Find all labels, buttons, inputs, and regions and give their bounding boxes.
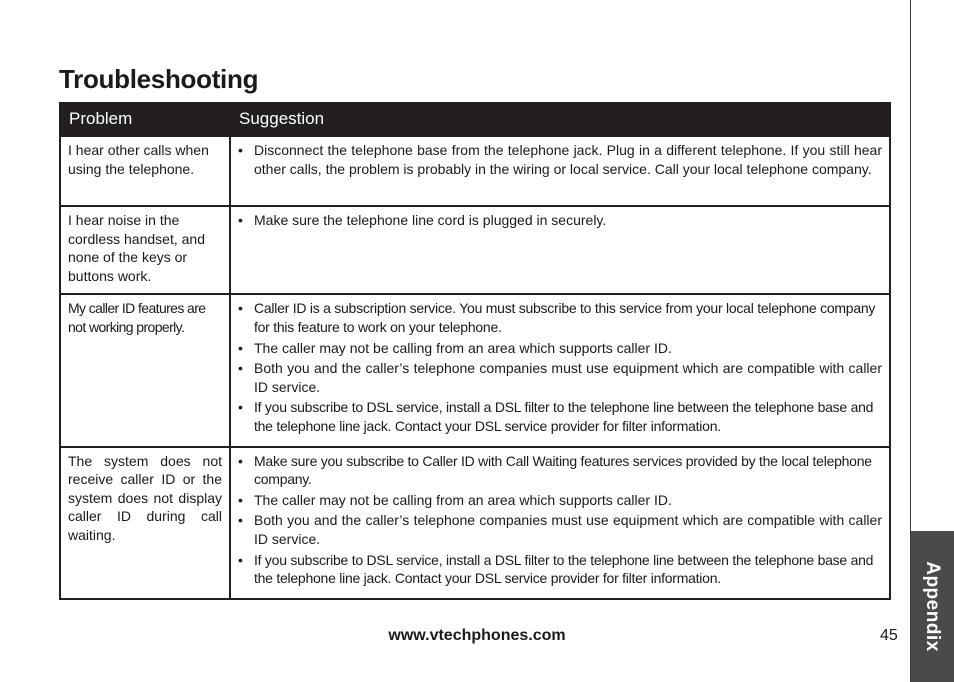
appendix-tab-label: Appendix: [922, 561, 944, 652]
suggestion-item: • Both you and the caller’s telephone companies must use equipment which are compatible with caller ID service.: [238, 511, 882, 548]
suggestion-item: • Make sure you subscribe to Caller ID with Call Waiting features services provided by the local telephone company.: [238, 452, 882, 489]
suggestion-item: • The caller may not be calling from an area which supports caller ID.: [238, 491, 882, 510]
suggestion-item: • Both you and the caller’s telephone companies must use equipment which are compatible with caller ID service.: [238, 359, 882, 396]
troubleshooting-table: [59, 102, 891, 600]
page-title: Troubleshooting: [59, 64, 259, 94]
appendix-section-tab[interactable]: [911, 531, 954, 682]
suggestion-cell: [230, 294, 890, 446]
suggestion-item: • Disconnect the telephone base from the telephone jack. Plug in a different telephone. If you still hear other calls, the problem is probably in the wiring or local service. Call your local telephone company.: [238, 141, 882, 178]
suggestion-item: • Caller ID is a subscription service. You must subscribe to this service from your local telephone company for this feature to work on your telephone.: [238, 299, 882, 336]
table-row: [60, 294, 890, 446]
table-header-row: [60, 103, 890, 136]
suggestion-cell: [230, 206, 890, 294]
table-row: [60, 206, 890, 294]
table-row: [60, 136, 890, 206]
table-row: [60, 447, 890, 599]
problem-column-header: Problem: [60, 103, 230, 136]
suggestion-list: [238, 299, 882, 435]
suggestion-cell: [230, 447, 890, 599]
problem-cell: The system does not receive caller ID or the system does not display caller ID during call waiting.: [60, 447, 230, 599]
page-number: 45: [880, 627, 898, 644]
suggestion-list: [238, 211, 882, 230]
problem-cell: I hear other calls when using the telephone.: [60, 136, 230, 206]
suggestion-item: • If you subscribe to DSL service, install a DSL filter to the telephone line between the telephone base and the telephone line jack. Contact your DSL service provider for filter information.: [238, 398, 882, 435]
suggestion-item: • The caller may not be calling from an area which supports caller ID.: [238, 339, 882, 358]
suggestion-item: • If you subscribe to DSL service, install a DSL filter to the telephone line between the telephone base and the telephone line jack. Contact your DSL service provider for filter information.: [238, 551, 882, 588]
problem-cell: I hear noise in the cordless handset, and none of the keys or buttons work.: [60, 206, 230, 294]
suggestion-cell: [230, 136, 890, 206]
footer-website-link[interactable]: www.vtechphones.com: [388, 627, 566, 644]
suggestion-column-header: Suggestion: [230, 103, 890, 136]
suggestion-list: [238, 141, 882, 178]
suggestion-list: [238, 452, 882, 588]
problem-cell: My caller ID features are not working properly.: [60, 294, 230, 446]
suggestion-item: • Make sure the telephone line cord is plugged in securely.: [238, 211, 882, 230]
